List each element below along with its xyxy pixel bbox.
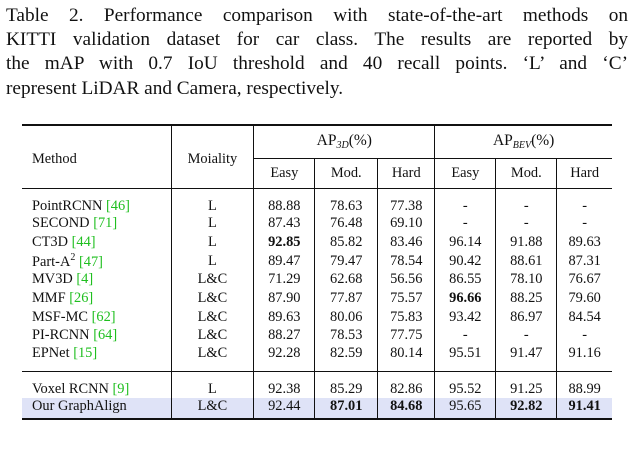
citation-link[interactable]: [62] — [91, 308, 116, 325]
value-cell: 75.83 — [378, 308, 435, 327]
value-cell: 62.68 — [315, 271, 378, 290]
value-cell: 95.65 — [435, 398, 496, 419]
value-cell: 88.99 — [557, 372, 612, 399]
col-apbev-hard: Hard — [557, 158, 612, 188]
citation-link[interactable]: [44] — [71, 233, 96, 250]
value-cell: 76.48 — [315, 215, 378, 234]
value-cell: 76.67 — [557, 271, 612, 290]
value-cell: 79.60 — [557, 289, 612, 308]
value-cell: 91.16 — [557, 345, 612, 372]
method-superscript: 2 — [70, 251, 76, 263]
method-name: Our GraphAlign — [32, 398, 127, 415]
table-row — [22, 289, 612, 308]
value-cell: 91.47 — [496, 345, 557, 372]
value-cell: - — [435, 215, 496, 234]
value-cell: 75.57 — [378, 289, 435, 308]
value-cell: 88.27 — [268, 327, 301, 344]
header-apbev: $AP_{BEV}(\%)$ — [435, 125, 612, 158]
header-modality: Moiality — [171, 125, 254, 188]
value-cell: 93.42 — [435, 308, 496, 327]
value-cell: 78.54 — [378, 252, 435, 271]
value-cell: 89.63 — [557, 233, 612, 252]
value-cell: 83.46 — [378, 233, 435, 252]
col-ap3d-mod: Mod. — [315, 158, 378, 188]
value-cell: 87.90 — [268, 290, 301, 307]
modality-cell: L — [171, 372, 254, 399]
value-cell: 90.42 — [435, 252, 496, 271]
value-cell: 82.59 — [315, 345, 378, 372]
method-name: MSF-MC — [32, 308, 88, 325]
value-cell: 84.54 — [557, 308, 612, 327]
value-cell: 87.01 — [315, 398, 378, 419]
value-cell: 88.61 — [496, 252, 557, 271]
caption-line-2: KITTI validation dataset for car class. The results are reported by — [6, 29, 628, 51]
modality-cell: L — [171, 233, 254, 252]
value-cell: 92.85 — [268, 233, 301, 250]
table-row — [22, 215, 612, 234]
modality-cell: L&C — [171, 398, 254, 419]
value-cell: 91.41 — [557, 398, 612, 419]
value-cell: - — [496, 215, 557, 234]
method-cell — [22, 345, 171, 372]
method-cell — [22, 326, 171, 345]
header-method: Method — [32, 151, 77, 168]
value-cell: - — [557, 326, 612, 345]
value-cell: 78.53 — [315, 326, 378, 345]
citation-link[interactable]: [46] — [105, 197, 130, 214]
value-cell: 77.38 — [378, 188, 435, 215]
table-row — [22, 372, 612, 399]
modality-cell: L — [171, 252, 254, 271]
value-cell: 56.56 — [378, 271, 435, 290]
col-ap3d-easy: Easy — [270, 164, 299, 181]
value-cell: 92.28 — [268, 345, 301, 362]
table-caption — [6, 4, 628, 101]
value-cell: 85.82 — [315, 233, 378, 252]
method-name: PointRCNN — [32, 197, 103, 214]
modality-cell: L&C — [171, 271, 254, 290]
method-name: MV3D — [32, 271, 73, 288]
modality-cell: L&C — [171, 308, 254, 327]
method-cell — [22, 233, 171, 252]
caption-line-1: Table 2. Performance comparison with state-of-the-art methods on — [6, 5, 628, 26]
value-cell: 80.14 — [378, 345, 435, 372]
value-cell: 95.52 — [435, 372, 496, 399]
results-table — [22, 124, 612, 420]
value-cell: 86.55 — [435, 271, 496, 290]
method-cell — [22, 308, 171, 327]
value-cell: 69.10 — [378, 215, 435, 234]
method-name: MMF — [32, 290, 66, 307]
method-cell — [22, 271, 171, 290]
method-cell — [22, 289, 171, 308]
value-cell: 84.68 — [378, 398, 435, 419]
value-cell: 96.14 — [435, 233, 496, 252]
value-cell: 80.06 — [315, 308, 378, 327]
value-cell: 82.86 — [378, 372, 435, 399]
table-row — [22, 271, 612, 290]
citation-link[interactable]: [47] — [78, 253, 103, 270]
value-cell: 85.29 — [315, 372, 378, 399]
value-cell: 86.97 — [496, 308, 557, 327]
value-cell: - — [496, 188, 557, 215]
value-cell: 88.25 — [496, 289, 557, 308]
col-apbev-mod: Mod. — [496, 158, 557, 188]
method-name: SECOND — [32, 215, 90, 232]
value-cell: 96.66 — [435, 289, 496, 308]
value-cell: - — [557, 215, 612, 234]
table-row — [22, 252, 612, 271]
value-cell: 78.10 — [496, 271, 557, 290]
value-cell: 95.51 — [435, 345, 496, 372]
value-cell: 87.31 — [557, 252, 612, 271]
method-cell — [22, 215, 171, 234]
citation-link[interactable]: [64] — [93, 327, 118, 344]
citation-link[interactable]: [4] — [76, 271, 94, 288]
method-name: EPNet — [32, 345, 70, 362]
value-cell: 92.38 — [268, 381, 301, 398]
value-cell: 87.43 — [268, 215, 301, 232]
method-cell — [22, 252, 171, 271]
table-row — [22, 233, 612, 252]
method-cell — [22, 398, 171, 419]
value-cell: 78.63 — [315, 188, 378, 215]
modality-cell: L&C — [171, 345, 254, 372]
value-cell: - — [496, 326, 557, 345]
citation-link[interactable]: [9] — [112, 381, 130, 398]
col-apbev-easy: Easy — [435, 158, 496, 188]
value-cell: 91.25 — [496, 372, 557, 399]
table-row — [22, 398, 612, 419]
modality-cell: L&C — [171, 326, 254, 345]
citation-link[interactable]: [26] — [69, 290, 94, 307]
citation-link[interactable]: [15] — [73, 345, 98, 362]
value-cell: 77.87 — [315, 289, 378, 308]
citation-link[interactable]: [71] — [93, 215, 118, 232]
modality-cell: L — [171, 188, 254, 215]
table-row — [22, 188, 612, 215]
value-cell: 92.82 — [496, 398, 557, 419]
value-cell: 89.63 — [268, 308, 301, 325]
method-name: PI-RCNN — [32, 327, 90, 344]
value-cell: - — [435, 188, 496, 215]
value-cell: 92.44 — [254, 398, 315, 419]
table-row — [22, 326, 612, 345]
method-name: Part-A — [32, 253, 71, 270]
value-cell: 88.88 — [268, 197, 301, 214]
value-cell: - — [435, 326, 496, 345]
value-cell: 89.47 — [268, 252, 301, 269]
table-row — [22, 308, 612, 327]
value-cell: 79.47 — [315, 252, 378, 271]
header-ap3d: $AP_{3D}(\%)$ — [254, 125, 435, 158]
value-cell: 77.75 — [378, 326, 435, 345]
modality-cell: L&C — [171, 289, 254, 308]
method-name: CT3D — [32, 233, 68, 250]
modality-cell: L — [171, 215, 254, 234]
value-cell: 91.88 — [496, 233, 557, 252]
caption-line-3: the mAP with 0.7 IoU threshold and 40 recall points. ‘L’ and ‘C’ — [6, 53, 628, 75]
value-cell: - — [557, 188, 612, 215]
method-cell — [22, 188, 171, 215]
caption-line-4: represent LiDAR and Camera, respectively. — [6, 77, 344, 99]
method-name: Voxel RCNN — [32, 381, 109, 398]
col-ap3d-hard: Hard — [378, 158, 435, 188]
table-row — [22, 345, 612, 372]
method-cell — [22, 372, 171, 399]
value-cell: 71.29 — [268, 271, 301, 288]
